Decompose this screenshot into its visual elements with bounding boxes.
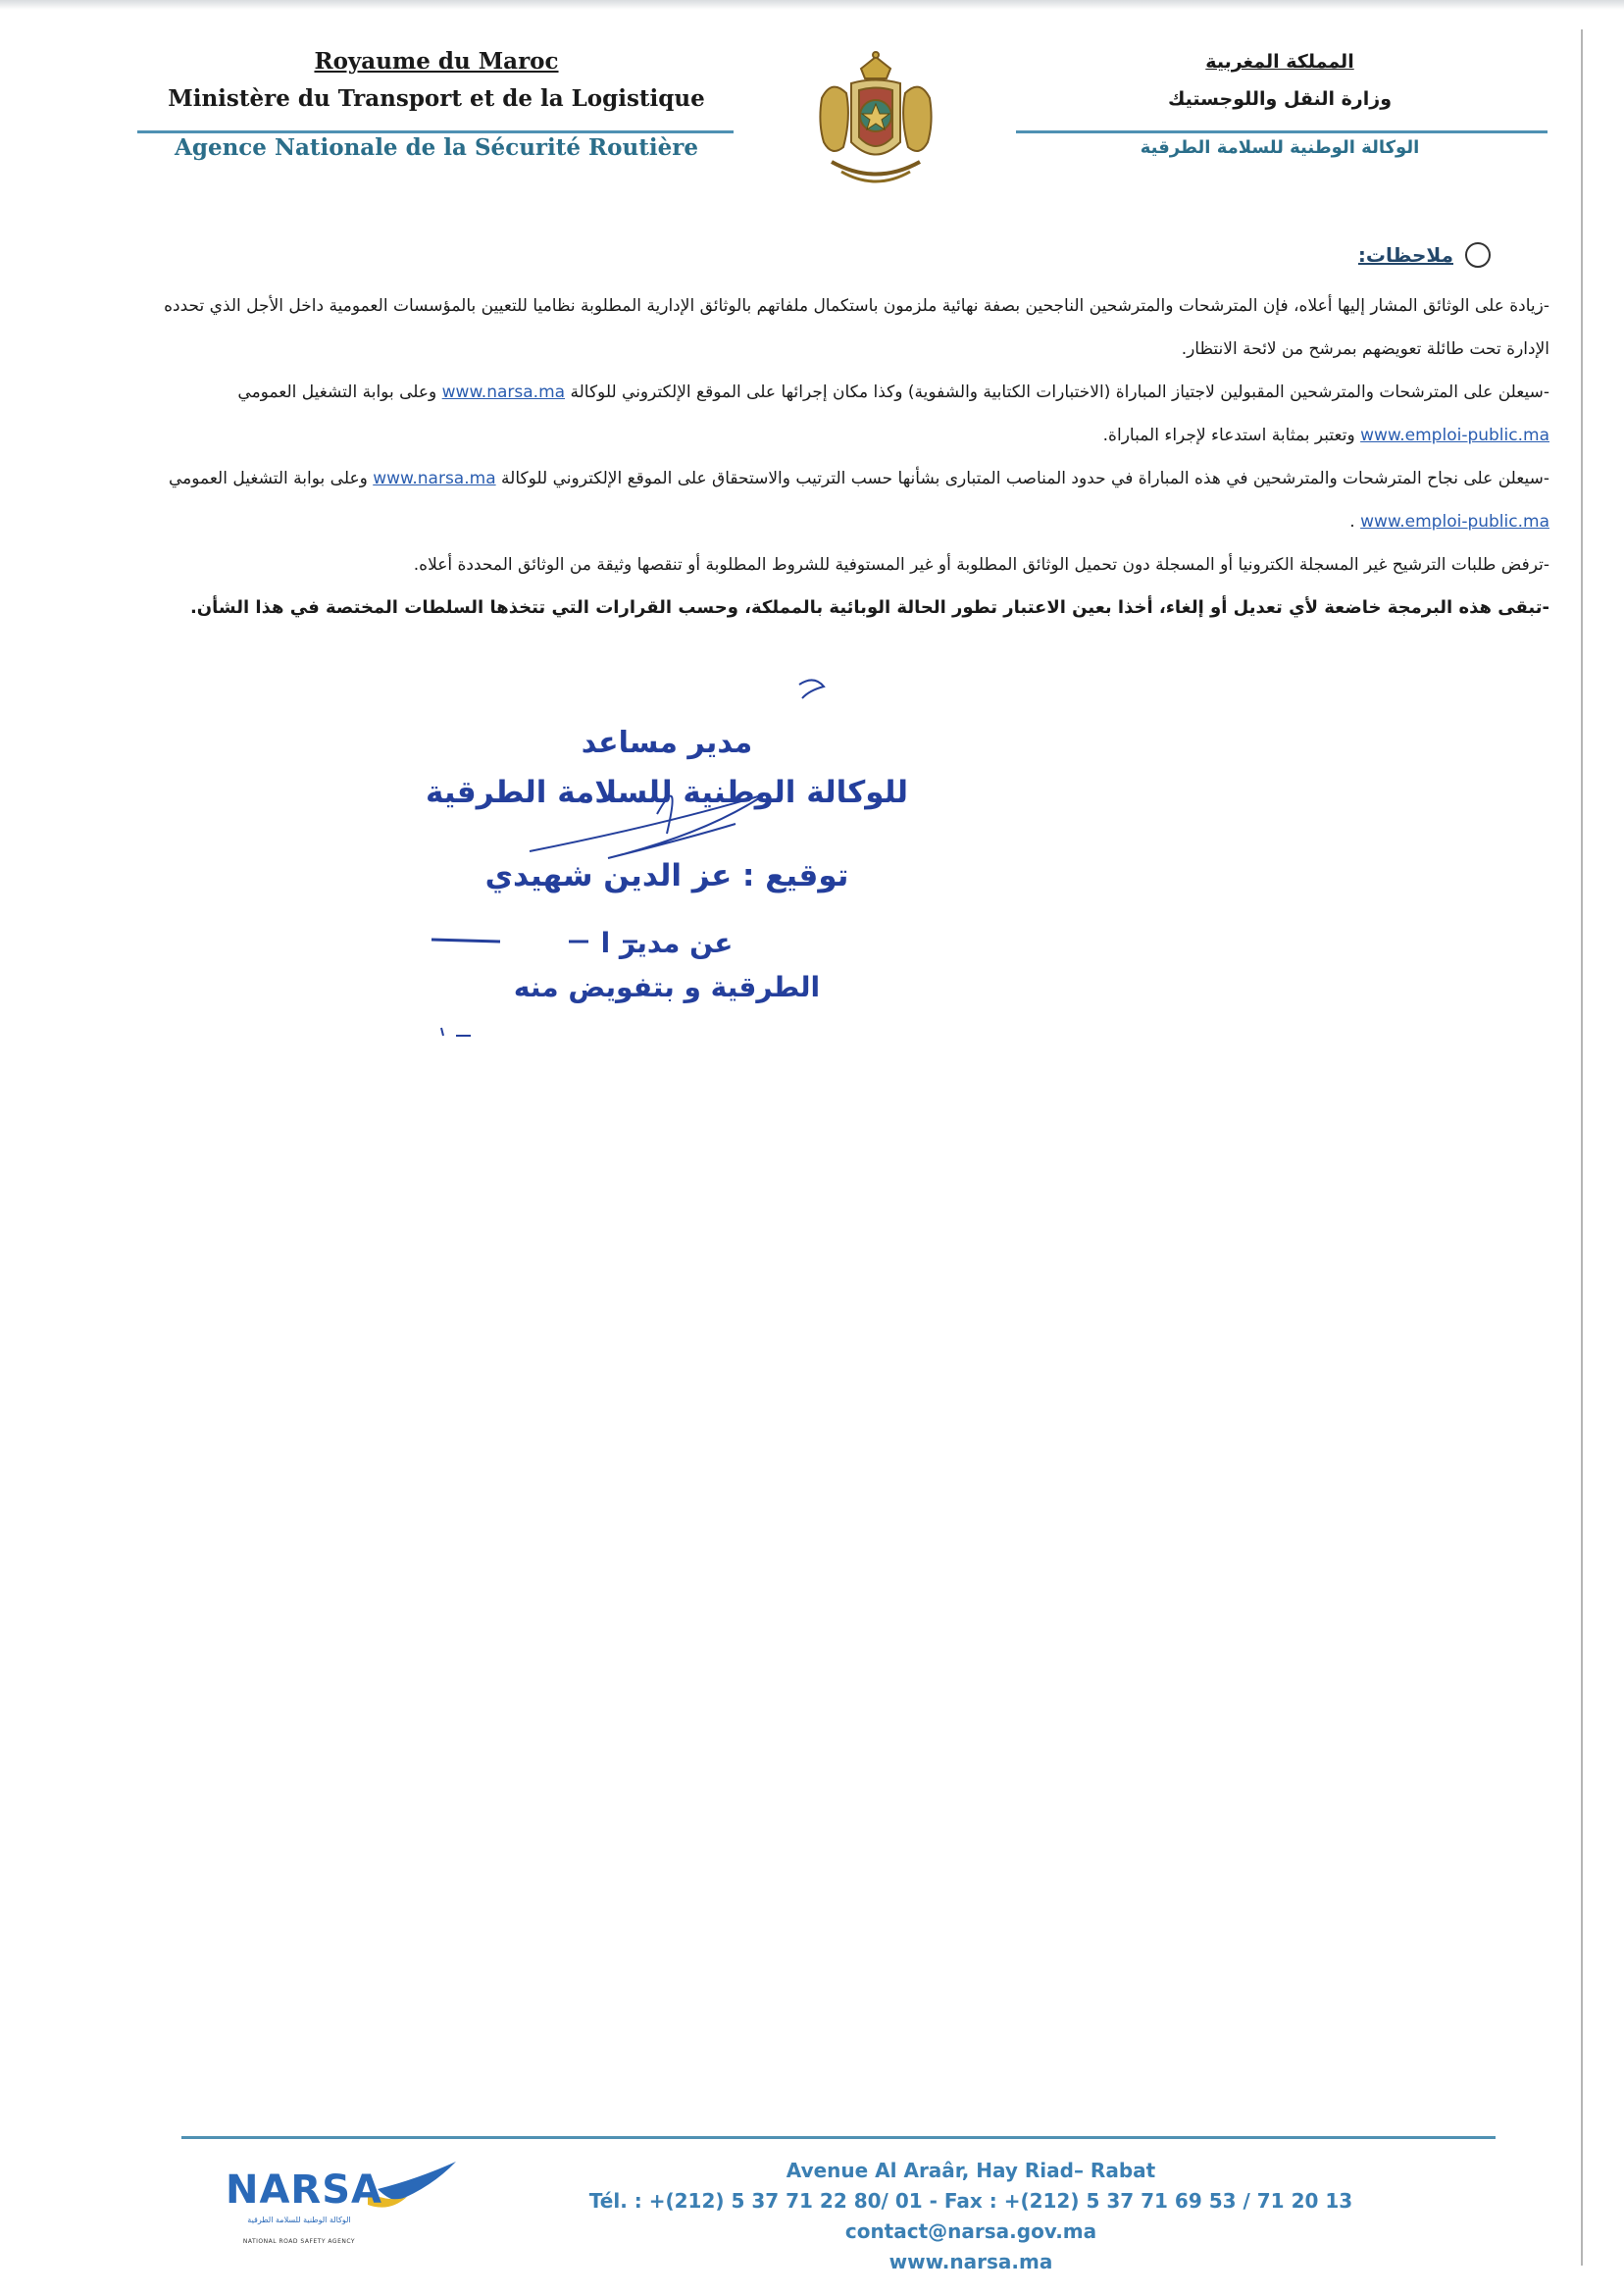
header-arabic <box>1010 44 1549 168</box>
header-ar-agency: الوكالة الوطنية للسلامة الطرقية <box>1140 137 1420 158</box>
footer-brand-sub-ar: الوكالة الوطنية للسلامة الطرقية <box>247 2216 351 2224</box>
royal-coat-of-arms-icon <box>802 49 949 196</box>
header-fr-ministry: Ministère du Transport et de la Logistique <box>168 85 705 112</box>
footer-divider <box>181 2136 1496 2139</box>
footer-address: Avenue Al Araâr, Hay Riad– Rabat <box>786 2159 1156 2182</box>
header-fr-agency: Agence Nationale de la Sécurité Routière <box>175 134 698 161</box>
stamp-line-4: عن مدير ا <box>600 927 734 959</box>
note-2-text-b: وعلى بوابة التشغيل العمومي <box>237 382 437 402</box>
notes-heading <box>1358 233 1491 277</box>
stamp-line-1: مدير مساعد <box>581 726 753 760</box>
narsa-link[interactable]: www.narsa.ma <box>441 382 566 402</box>
circle-bullet-icon <box>1465 242 1491 268</box>
header-ar-kingdom: المملكة المغربية <box>1205 51 1354 73</box>
note-paragraph-4: -ترفض طلبات الترشيح غير المسجلة الكترونيا أو المسجلة دون تحميل الوثائق المطلوبة أو غير المستوفية للشروط المطلوبة أو تنقصها وثيقة من الوثائق المحددة أعلاه. <box>413 555 1549 575</box>
note-2-text-a: -سيعلن على المترشحات والمترشحين المقبولين لاجتياز المباراة (الاختبارات الكتابية والشفوية) وكذا مكان إجرائها على الموقع الإلكتروني للوكالة <box>570 382 1549 402</box>
scan-right-edge-line <box>1581 29 1583 2266</box>
stamp-line-5: الطرقية و بتفويض منه <box>513 971 821 1003</box>
header-divider-right <box>1016 130 1548 133</box>
header-french <box>137 44 736 168</box>
note-3-text-a: -سيعلن على نجاح المترشحات والمترشحين في هذه المباراة في حدود المناصب المتبارى بشأنها حسب الترتيب والاستحقاق على الموقع الإلكتروني للوكالة <box>501 469 1549 488</box>
footer-email[interactable]: contact@narsa.gov.ma <box>844 2219 1097 2243</box>
footer-brand-sub-en: NATIONAL ROAD SAFETY AGENCY <box>242 2238 356 2245</box>
header-divider-left <box>137 130 734 133</box>
note-3-text-c: . <box>1349 512 1355 532</box>
scan-top-shadow <box>0 0 1624 10</box>
narsa-link[interactable]: www.narsa.ma <box>373 469 496 488</box>
stamp-line-2: للوكالة الوطنية للسلامة الطرقية <box>425 775 909 810</box>
stamp-line-3: توقيع : عز الدين شهيدي <box>484 858 849 893</box>
notes-section <box>127 233 1549 630</box>
signature-stamp <box>412 677 922 1069</box>
footer-website[interactable]: www.narsa.ma <box>888 2250 1053 2273</box>
note-2-text-c: وتعتبر بمثابة استدعاء لإجراء المباراة. <box>1102 426 1355 445</box>
footer-phone: Tél. : +(212) 5 37 71 22 80/ 01 - Fax : +(212) 5 37 71 69 53 / 71 20 13 <box>588 2189 1353 2213</box>
emploi-public-link[interactable]: www.emploi-public.ma <box>1360 512 1549 532</box>
note-3-text-b: وعلى بوابة التشغيل العمومي <box>168 469 368 488</box>
emploi-public-link[interactable]: www.emploi-public.ma <box>1360 426 1549 445</box>
header-ar-ministry: وزارة النقل واللوجستيك <box>1167 88 1393 110</box>
notes-title: ملاحظات: <box>1357 243 1453 267</box>
footer-contact <box>549 2156 1393 2277</box>
footer-brand: NARSA <box>226 2167 382 2213</box>
note-paragraph-5: -تبقى هذه البرمجة خاضعة لأي تعديل أو إلغاء، أخذا بعين الاعتبار تطور الحالة الوبائية بالمملكة، وحسب القرارات التي تتخذها السلطات المختصة في هذا الشأن. <box>189 597 1549 618</box>
note-paragraph-1: -زيادة على الوثائق المشار إليها أعلاه، فإن المترشحات والمترشحين الناجحين بصفة نهائية ملزمون باستكمال ملفاتهم بالوثائق الإدارية المطلوبة نظاميا للتعيين بالمؤسسات العمومية داخل الأجل الذي تحدده الإدارة تحت طائلة تعويضهم بمرشح من لائحة الانتظار. <box>164 296 1549 359</box>
note-paragraph-3 <box>127 457 1549 543</box>
note-paragraph-2 <box>127 371 1549 457</box>
header-fr-kingdom: Royaume du Maroc <box>314 48 559 75</box>
